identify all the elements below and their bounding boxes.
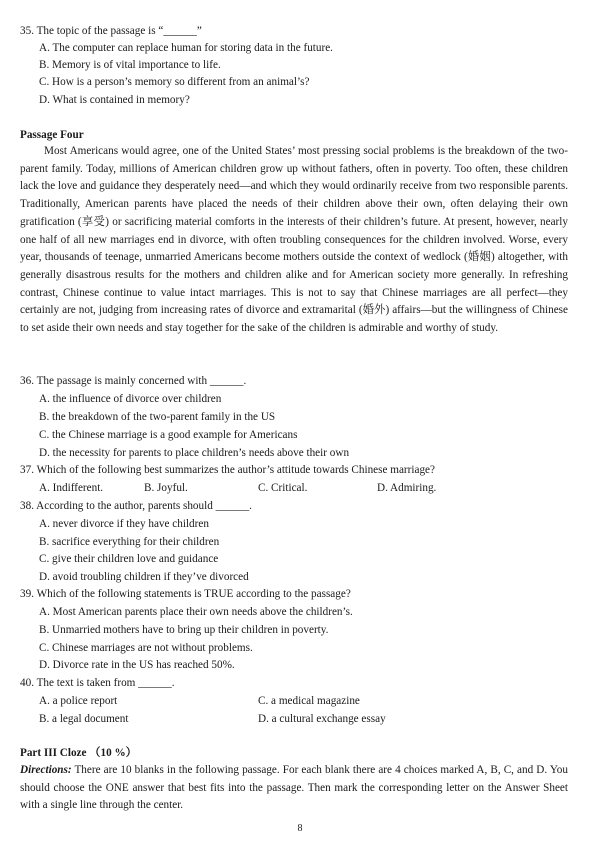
question-35-option-a: A. The computer can replace human for storing data in the future. xyxy=(39,42,333,54)
question-36-option-a: A. the influence of divorce over children xyxy=(39,393,222,405)
question-36-option-d: D. the necessity for parents to place children’s needs above their own xyxy=(39,447,350,459)
question-40-option-a: A. a police report xyxy=(39,695,118,707)
passage-four-body xyxy=(20,143,568,338)
question-37-option-a: A. Indifferent. xyxy=(39,482,104,494)
question-37-option-d: D. Admiring. xyxy=(377,482,437,494)
question-40-option-b: B. a legal document xyxy=(39,713,129,725)
question-35-option-b: B. Memory is of vital importance to life. xyxy=(39,59,221,71)
question-38-option-d: D. avoid troubling children if they’ve divorced xyxy=(39,571,249,583)
directions-text: There are 10 blanks in the following passage. For each blank there are 4 choices marked A, B, C, and D. You should choose the ONE answer that best fits into the passage. Then mark the corresponding letter on the Answer Sheet with a single line through the center. xyxy=(20,764,568,811)
question-40-stem: 40. The text is taken from ______. xyxy=(20,677,175,689)
question-35-stem: 35. The topic of the passage is “______” xyxy=(20,25,202,37)
question-38-option-b: B. sacrifice everything for their children xyxy=(39,536,220,548)
question-39-option-c: C. Chinese marriages are not without problems. xyxy=(39,642,253,654)
directions-label: Directions: xyxy=(20,764,72,776)
question-35-option-c: C. How is a person’s memory so different from an animal’s? xyxy=(39,76,310,88)
question-35-option-d: D. What is contained in memory? xyxy=(39,94,190,106)
question-36-option-c: C. the Chinese marriage is a good example for Americans xyxy=(39,429,298,441)
question-40-option-d: D. a cultural exchange essay xyxy=(258,713,386,725)
question-39-option-a: A. Most American parents place their own needs above the children’s. xyxy=(39,606,353,618)
question-36-stem: 36. The passage is mainly concerned with ______. xyxy=(20,375,247,387)
question-37-option-b: B. Joyful. xyxy=(144,482,188,494)
passage-four-heading: Passage Four xyxy=(20,129,84,141)
question-37-option-c: C. Critical. xyxy=(258,482,308,494)
question-38-option-a: A. never divorce if they have children xyxy=(39,518,209,530)
question-37-stem: 37. Which of the following best summarizes the author’s attitude towards Chinese marriage? xyxy=(20,464,435,476)
part-three-directions xyxy=(20,762,568,815)
question-38-option-c: C. give their children love and guidance xyxy=(39,553,219,565)
question-40-option-c: C. a medical magazine xyxy=(258,695,360,707)
question-38-stem: 38. According to the author, parents should ______. xyxy=(20,500,252,512)
question-39-stem: 39. Which of the following statements is TRUE according to the passage? xyxy=(20,588,351,600)
question-39-option-d: D. Divorce rate in the US has reached 50%. xyxy=(39,659,235,671)
question-36-option-b: B. the breakdown of the two-parent family in the US xyxy=(39,411,276,423)
page-number: 8 xyxy=(297,823,303,834)
passage-four-text: Most Americans would agree, one of the United States’ most pressing social problems is the breakdown of the two-parent family. Today, millions of American children grow up without fathers, often in poverty. Too often, these children lack the love and guidance they desperately need—and which they would ordinarily receive from two responsible parents. Traditionally, American parents have placed the needs of their children above their own, often delaying their own gratification (享受) or sacrificing material comforts in the interests of their children’s future. At present, however, nearly one half of all new marriages end in divorce, with often troubling consequences for the children involved. Worse, every year, thousands of teenage, unmarried Americans become mothers outside the context of wedlock (婚姻) altogether, with generally disastrous results for the mothers and children alike and for American society more generally. In refreshing contrast, Chinese continue to value intact marriages. This is not to say that Chinese marriages are all perfect—they certainly are not, judging from increasing rates of divorce and extramarital (婚外) affairs—but the willingness of Chinese to set aside their own needs and stay together for the sake of the children is admirable and worthy of study. xyxy=(20,145,568,335)
part-three-heading: Part III Cloze （10 %） xyxy=(20,747,137,759)
question-39-option-b: B. Unmarried mothers have to bring up their children in poverty. xyxy=(39,624,329,636)
